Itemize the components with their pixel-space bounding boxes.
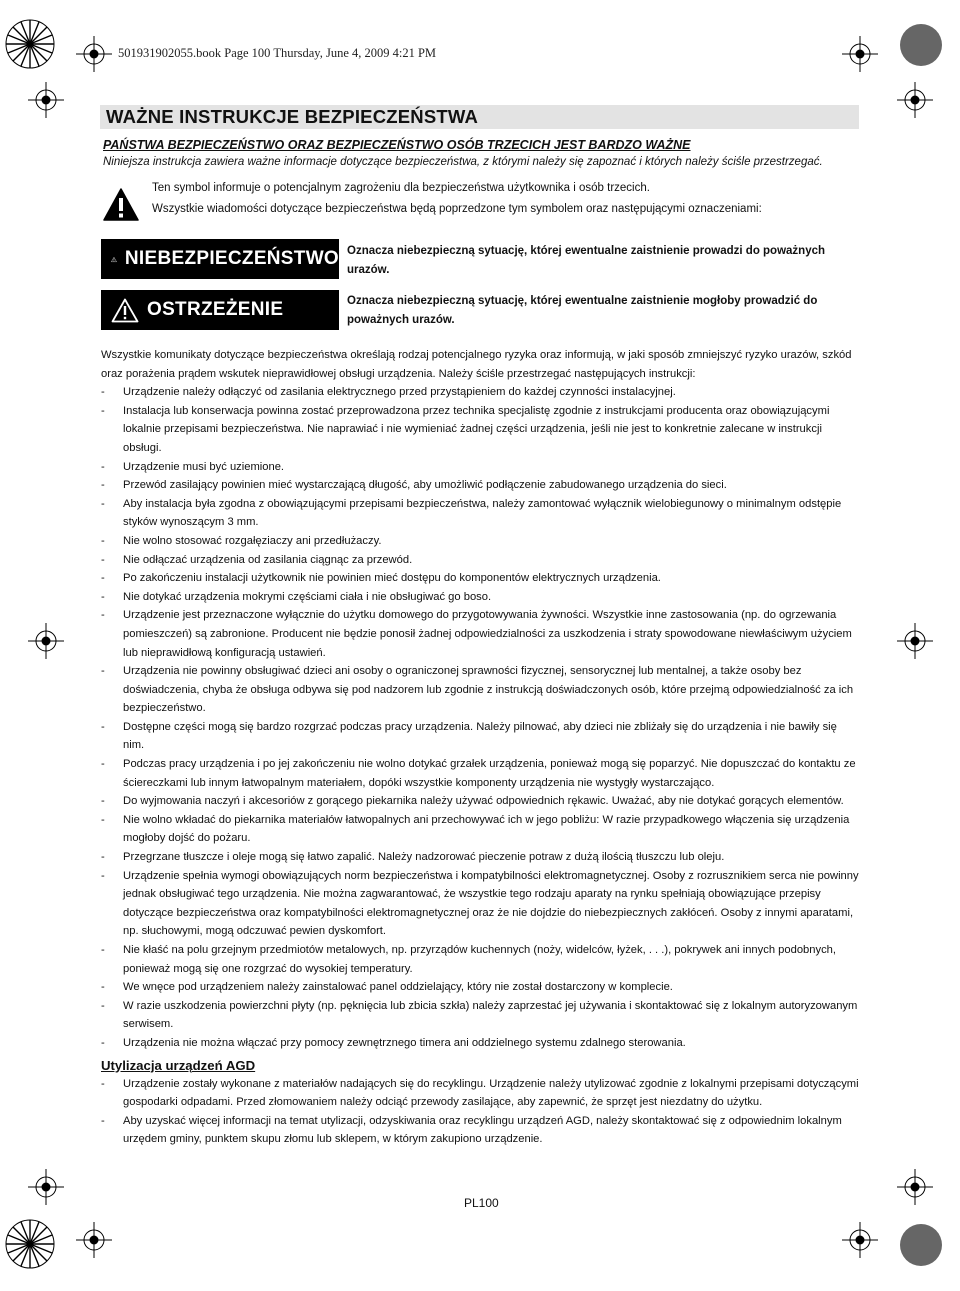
list-item: - Po zakończeniu instalacji użytkownik nie powinien mieć dostępu do komponentów elektrycznych urządzenia.	[101, 569, 861, 588]
list-item: - Urządzenie jest przeznaczone wyłącznie do użytku domowego do przygotowywania żywności. Wszystkie inne zastosowania (np. do ogrzewania pomieszczeń) są zabronione. Producent nie będzie ponosił żadnej odpowiedzialności za uszkodzenia i straty spowodowane niewłaściwym użyciem lub nieprawidłową konfiguracją ustawień.	[101, 606, 861, 662]
warning-definition: Oznacza niebezpieczną sytuację, której ewentualne zaistnienie mogłoby prowadzić do poważnych urazów.	[347, 295, 818, 326]
list-item: - Przegrzane tłuszcze i oleje mogą się łatwo zapalić. Należy nadzorować pieczenie potraw z dużą ilością tłuszczu lub oleju.	[101, 848, 861, 867]
symbol-info-text: Wszystkie wiadomości dotyczące bezpieczeństwa będą poprzedzone tym symbolem oraz następującymi oznaczeniami:	[152, 203, 762, 215]
page-title: WAŻNE INSTRUKCJE BEZPIECZEŃSTWA	[106, 106, 479, 127]
danger-label: NIEBEZPIECZEŃSTWO	[124, 248, 339, 269]
list-item: - Urządzenie musi być uziemione.	[101, 458, 861, 477]
warning-triangle-icon	[111, 298, 139, 323]
crosshair-registration-mark	[28, 1169, 64, 1205]
list-item: - Nie odłączać urządzenia od zasilania ciągnąc za przewód.	[101, 551, 861, 570]
instructions-body	[101, 346, 861, 1149]
list-item: - We wnęce pod urządzeniem należy zainstalować panel oddzielający, który nie został dostarczony w komplecie.	[101, 978, 861, 997]
corner-gray-dot-mark	[898, 22, 944, 68]
symbol-info-text: Ten symbol informuje o potencjalnym zagrożeniu dla bezpieczeństwa użytkownika i osób trzecich.	[152, 182, 650, 194]
list-item: - Aby instalacja była zgodna z obowiązującymi przepisami bezpieczeństwa, należy zamontować wyłącznik wielobiegunowy o minimalnym odstępie styków wynoszącym 3 mm.	[101, 495, 861, 532]
list-item: - W razie uszkodzenia powierzchni płyty (np. pęknięcia lub zbicia szkła) należy zaprzestać jej używania i skontaktować się z lokalnym autoryzowanym serwisem.	[101, 997, 861, 1034]
crosshair-registration-mark	[28, 623, 64, 659]
crosshair-registration-mark	[897, 82, 933, 118]
danger-signal-box	[101, 239, 339, 279]
list-item: - Podczas pracy urządzenia i po jej zakończeniu nie wolno dotykać grzałek urządzenia, ponieważ mogą się poparzyć. Nie dopuszczać do kontaktu ze ściereczkami lub innym łatwopalnym materiałem, dopóki wszystkie komponenty urządzenia nie wystygły wystarczająco.	[101, 755, 861, 792]
warning-signal-box	[101, 290, 339, 330]
warning-label: OSTRZEŻENIE	[147, 299, 284, 320]
intro-text: Niniejsza instrukcja zawiera ważne informacje dotyczące bezpieczeństwa, z którymi należy się zapoznać i których należy ściśle przestrzegać.	[103, 156, 823, 168]
crosshair-registration-mark	[76, 1222, 112, 1258]
disposal-heading: Utylizacja urządzeń AGD	[101, 1057, 256, 1073]
list-item: - Urządzenie spełnia wymogi obowiązujących norm bezpieczeństwa i kompatybilności elektromagnetycznej. Osoby z rozrusznikiem serca nie powinny jednak obsługiwać tego urządzenia. Nie można zagwarantować, że wszystkie tego rodzaju aparaty na rynku spełniają obowiązujące przepisy dotyczące bezpieczeństwa oraz kompatybilności elektromagnetycznej oraz że nie dojdzie do niebezpiecznych zakłóceń. Osoby z innymi aparatami, np. słuchowymi, mogą odczuwać pewien dyskomfort.	[101, 867, 861, 941]
crosshair-registration-mark	[897, 1169, 933, 1205]
corner-sunburst-mark	[0, 14, 60, 74]
list-item: - Instalacja lub konserwacja powinna zostać przeprowadzona przez technika specjalistę zgodnie z instrukcjami producenta oraz obowiązującymi lokalnie przepisami bezpieczeństwa. Nie naprawiać i nie wymieniać żadnej części urządzenia, jeśli nie jest to konkretnie zalecane w instrukcji obsługi.	[101, 402, 861, 458]
list-item: - Nie wolno stosować rozgałęziaczy ani przedłużaczy.	[101, 532, 861, 551]
list-item: - Nie dotykać urządzenia mokrymi częściami ciała i nie obsługiwać go boso.	[101, 588, 861, 607]
disposal-list	[101, 1075, 861, 1149]
print-slug-header: 501931902055.book Page 100 Thursday, June 4, 2009 4:21 PM	[118, 46, 437, 60]
instructions-list	[101, 383, 861, 1052]
danger-definition: Oznacza niebezpieczną sytuację, której ewentualne zaistnienie prowadzi do poważnych urazów.	[347, 245, 826, 276]
page-number: PL100	[464, 1196, 499, 1210]
list-item: - Nie kłaść na polu grzejnym przedmiotów metalowych, np. przyrządów kuchennych (noży, widelców, łyżek, . . .), pokrywek ani innych podobnych, ponieważ mogą się one rozgrzać do wysokiej temperatury.	[101, 941, 861, 978]
list-item: - Dostępne części mogą się bardzo rozgrzać podczas pracy urządzenia. Należy pilnować, aby dzieci nie zbliżały się do urządzenia i nie bawiły się nim.	[101, 718, 861, 755]
list-item: - Urządzenie zostały wykonane z materiałów nadających się do recyklingu. Urządzenie należy utylizować zgodnie z lokalnymi przepisami dotyczącymi gospodarki odpadami. Przed złomowaniem należy odciąć przewody zasilające, aby zapewnić, że sprzęt jest niezdatny do użytku.	[101, 1075, 861, 1112]
list-item: - Urządzenia nie można włączać przy pomocy zewnętrznego timera ani oddzielnego systemu zdalnego sterowania.	[101, 1034, 861, 1053]
list-item: - Urządzenia nie powinny obsługiwać dzieci ani osoby o ograniczonej sprawności fizycznej, sensorycznej lub mentalnej, a także osoby bez doświadczenia, chyba że obsługa odbywa się pod nadzorem lub zgodnie z instrukcją doświadczonych osób, które przejmą odpowiedzialność za ich bezpieczeństwo.	[101, 662, 861, 718]
warning-triangle-icon	[103, 188, 139, 221]
crosshair-registration-mark	[28, 82, 64, 118]
list-item: - Przewód zasilający powinien mieć wystarczającą długość, aby umożliwić podłączenie zabudowanego urządzenia do sieci.	[101, 476, 861, 495]
crosshair-registration-mark	[897, 623, 933, 659]
list-item: - Aby uzyskać więcej informacji na temat utylizacji, odzyskiwania oraz recyklingu urządzeń AGD, należy skontaktować się z odpowiednim lokalnym urzędem gminy, punktem skupu złomu lub sklepem, w którym zakupiono urządzenie.	[101, 1112, 861, 1149]
section-subtitle: PAŃSTWA BEZPIECZEŃSTWO ORAZ BEZPIECZEŃSTWO OSÓB TRZECICH JEST BARDZO WAŻNE	[103, 138, 691, 152]
general-paragraph: Wszystkie komunikaty dotyczące bezpieczeństwa określają rodzaj potencjalnego ryzyka oraz informują, w jaki sposób zmniejszyć ryzyko urazów, szkód oraz porażenia prądem wskutek nieprawidłowej obsługi urządzenia. Należy ściśle przestrzegać następujących instrukcji:	[101, 349, 852, 380]
list-item: - Nie wolno wkładać do piekarnika materiałów łatwopalnych ani przechowywać ich w jego pobliżu: W razie przypadkowego włączenia się urządzenia mogłoby dojść do pożaru.	[101, 811, 861, 848]
list-item: - Do wyjmowania naczyń i akcesoriów z gorącego piekarnika należy używać odpowiednich rękawic. Uważać, aby nie dotykać gorących elementów.	[101, 792, 861, 811]
crosshair-registration-mark	[76, 36, 112, 72]
crosshair-registration-mark	[842, 36, 878, 72]
corner-sunburst-mark	[0, 1214, 60, 1274]
list-item: - Urządzenie należy odłączyć od zasilania elektrycznego przed przystąpieniem do każdej czynności instalacyjnej.	[101, 383, 861, 402]
crosshair-registration-mark	[842, 1222, 878, 1258]
corner-gray-dot-mark	[898, 1222, 944, 1268]
warning-triangle-icon	[111, 247, 117, 272]
